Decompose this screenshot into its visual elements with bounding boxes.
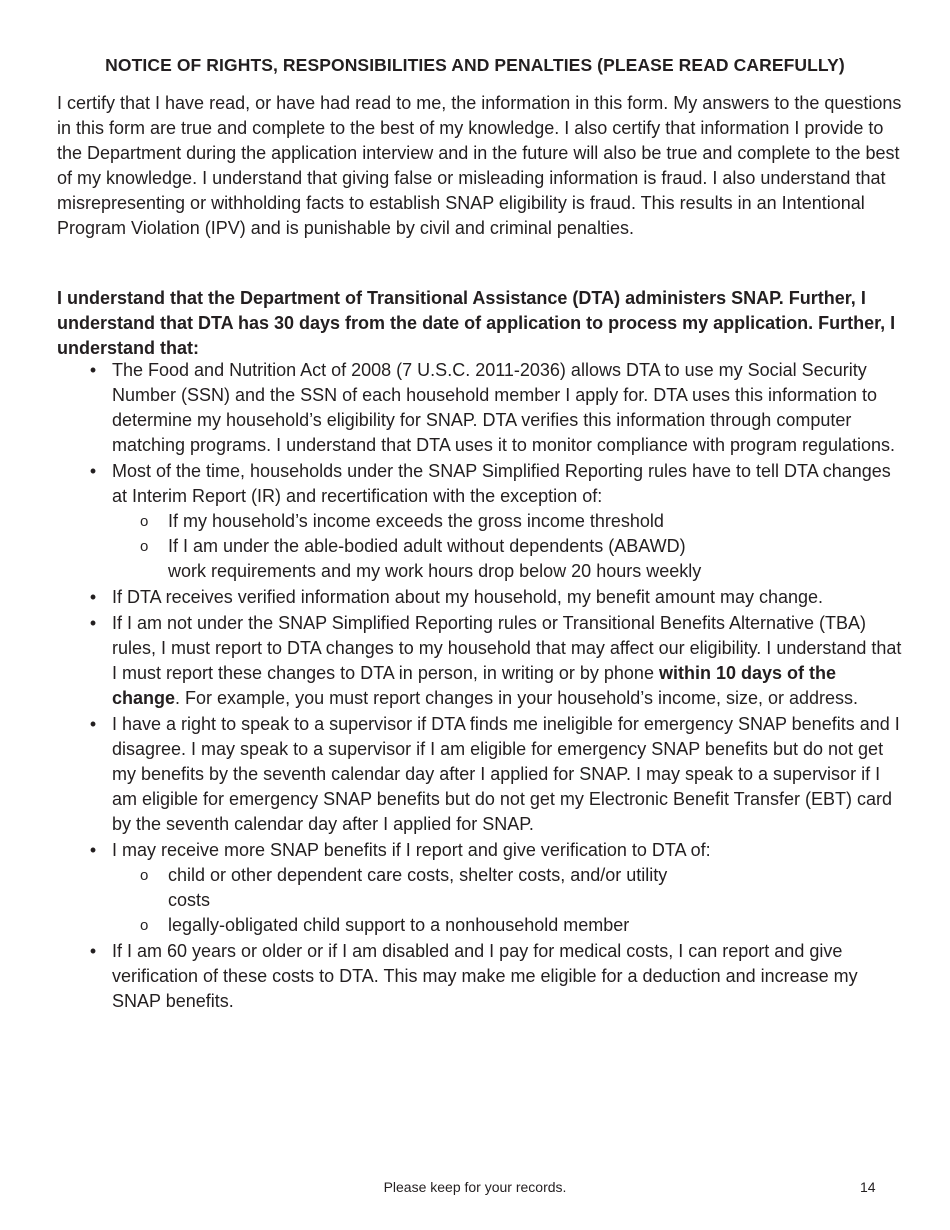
sublist-item-text: legally-obligated child support to a nonhousehold member	[168, 915, 630, 935]
rights-list	[57, 358, 907, 1015]
list-item-text: I may receive more SNAP benefits if I report and give verification to DTA of:	[112, 840, 711, 860]
list-item-text: I have a right to speak to a supervisor if DTA finds me ineligible for emergency SNAP benefits and I disagree. I may speak to a supervisor if I am eligible for emergency SNAP benefits but do not get my benefits by the seventh calendar day after I applied for SNAP. I may speak to a supervisor if I am eligible for emergency SNAP benefits but do not get my Electronic Benefit Transfer (EBT) card by the seventh calendar day after I applied for SNAP.	[112, 714, 900, 834]
list-item-supervisor	[57, 712, 907, 837]
bullet-icon: •	[89, 360, 97, 380]
bullet-icon: •	[89, 714, 97, 734]
sublist-item-text: If my household’s income exceeds the gross income threshold	[168, 511, 664, 531]
bullet-icon: •	[89, 840, 97, 860]
list-item-text: The Food and Nutrition Act of 2008 (7 U.S.C. 2011-2036) allows DTA to use my Social Security Number (SSN) and the SSN of each household member I apply for. DTA uses this information to determine my household’s eligibility for SNAP. DTA verifies this information through computer matching programs. I understand that DTA uses it to monitor compliance with program regulations.	[112, 360, 896, 455]
sub-bullet-icon: o	[140, 538, 149, 555]
list-item-medical-costs	[57, 939, 907, 1014]
list-item-text: Most of the time, households under the SNAP Simplified Reporting rules have to tell DTA changes at Interim Report (IR) and recertification with the exception of:	[112, 461, 891, 506]
list-item-text-continued: . For example, you must report changes in your household’s income, size, or address.	[175, 688, 859, 708]
page-title: NOTICE OF RIGHTS, RESPONSIBILITIES AND PENALTIES (PLEASE READ CAREFULLY)	[105, 55, 845, 75]
list-item-text: If DTA receives verified information about my household, my benefit amount may change.	[112, 587, 824, 607]
sub-bullet-icon: o	[140, 917, 149, 934]
exceptions-sublist	[112, 509, 907, 584]
certification-paragraph: I certify that I have read, or have had read to me, the information in this form. My answers to the questions in this form are true and complete to the best of my knowledge. I also certify that information I provide to the Department during the application interview and in the future will also be true and complete to the best of my knowledge. I understand that giving false or misleading information is fraud. I also understand that misrepresenting or withholding facts to establish SNAP eligibility is fraud. This results in an Intentional Program Violation (IPV) and is punishable by civil and criminal penalties.	[57, 93, 902, 238]
page-number: 14	[860, 1179, 876, 1195]
bullet-icon: •	[89, 461, 97, 481]
list-item-text: If I am not under the SNAP Simplified Reporting rules or Transitional Benefits Alternative (TBA) rules, I must report to DTA changes to my household that may affect our eligibility. I understand that I must report these changes to DTA in person, in writing or by phone	[112, 613, 902, 683]
deadline-emphasis: within 10 days of the change	[112, 663, 836, 708]
footer-note: Please keep for your records.	[383, 1179, 567, 1195]
sublist-item-income	[112, 509, 708, 534]
sublist-item-child-support	[112, 913, 708, 938]
sublist-item-care-costs	[112, 863, 708, 913]
sublist-item-text: child or other dependent care costs, shelter costs, and/or utility costs	[168, 865, 668, 910]
sublist-item-abawd	[112, 534, 708, 584]
bullet-icon: •	[89, 587, 97, 607]
sub-bullet-icon: o	[140, 513, 149, 530]
sublist-item-text: If I am under the able-bodied adult without dependents (ABAWD) work requirements and my work hours drop below 20 hours weekly	[168, 536, 702, 581]
list-item-text: If I am 60 years or older or if I am disabled and I pay for medical costs, I can report and give verification of these costs to DTA. This may make me eligible for a deduction and increase my SNAP benefits.	[112, 941, 858, 1011]
list-item-more-benefits	[57, 838, 907, 938]
costs-sublist	[112, 863, 907, 938]
list-item-simplified-reporting	[57, 459, 907, 584]
list-item-verified-info	[57, 585, 907, 610]
list-item-ssn	[57, 358, 907, 458]
list-item-report-changes	[57, 611, 907, 711]
understand-heading: I understand that the Department of Transitional Assistance (DTA) administers SNAP. Further, I understand that DTA has 30 days from the date of application to process my application. Further, I understand that:	[57, 288, 896, 358]
bullet-icon: •	[89, 613, 97, 633]
bullet-icon: •	[89, 941, 97, 961]
sub-bullet-icon: o	[140, 867, 149, 884]
